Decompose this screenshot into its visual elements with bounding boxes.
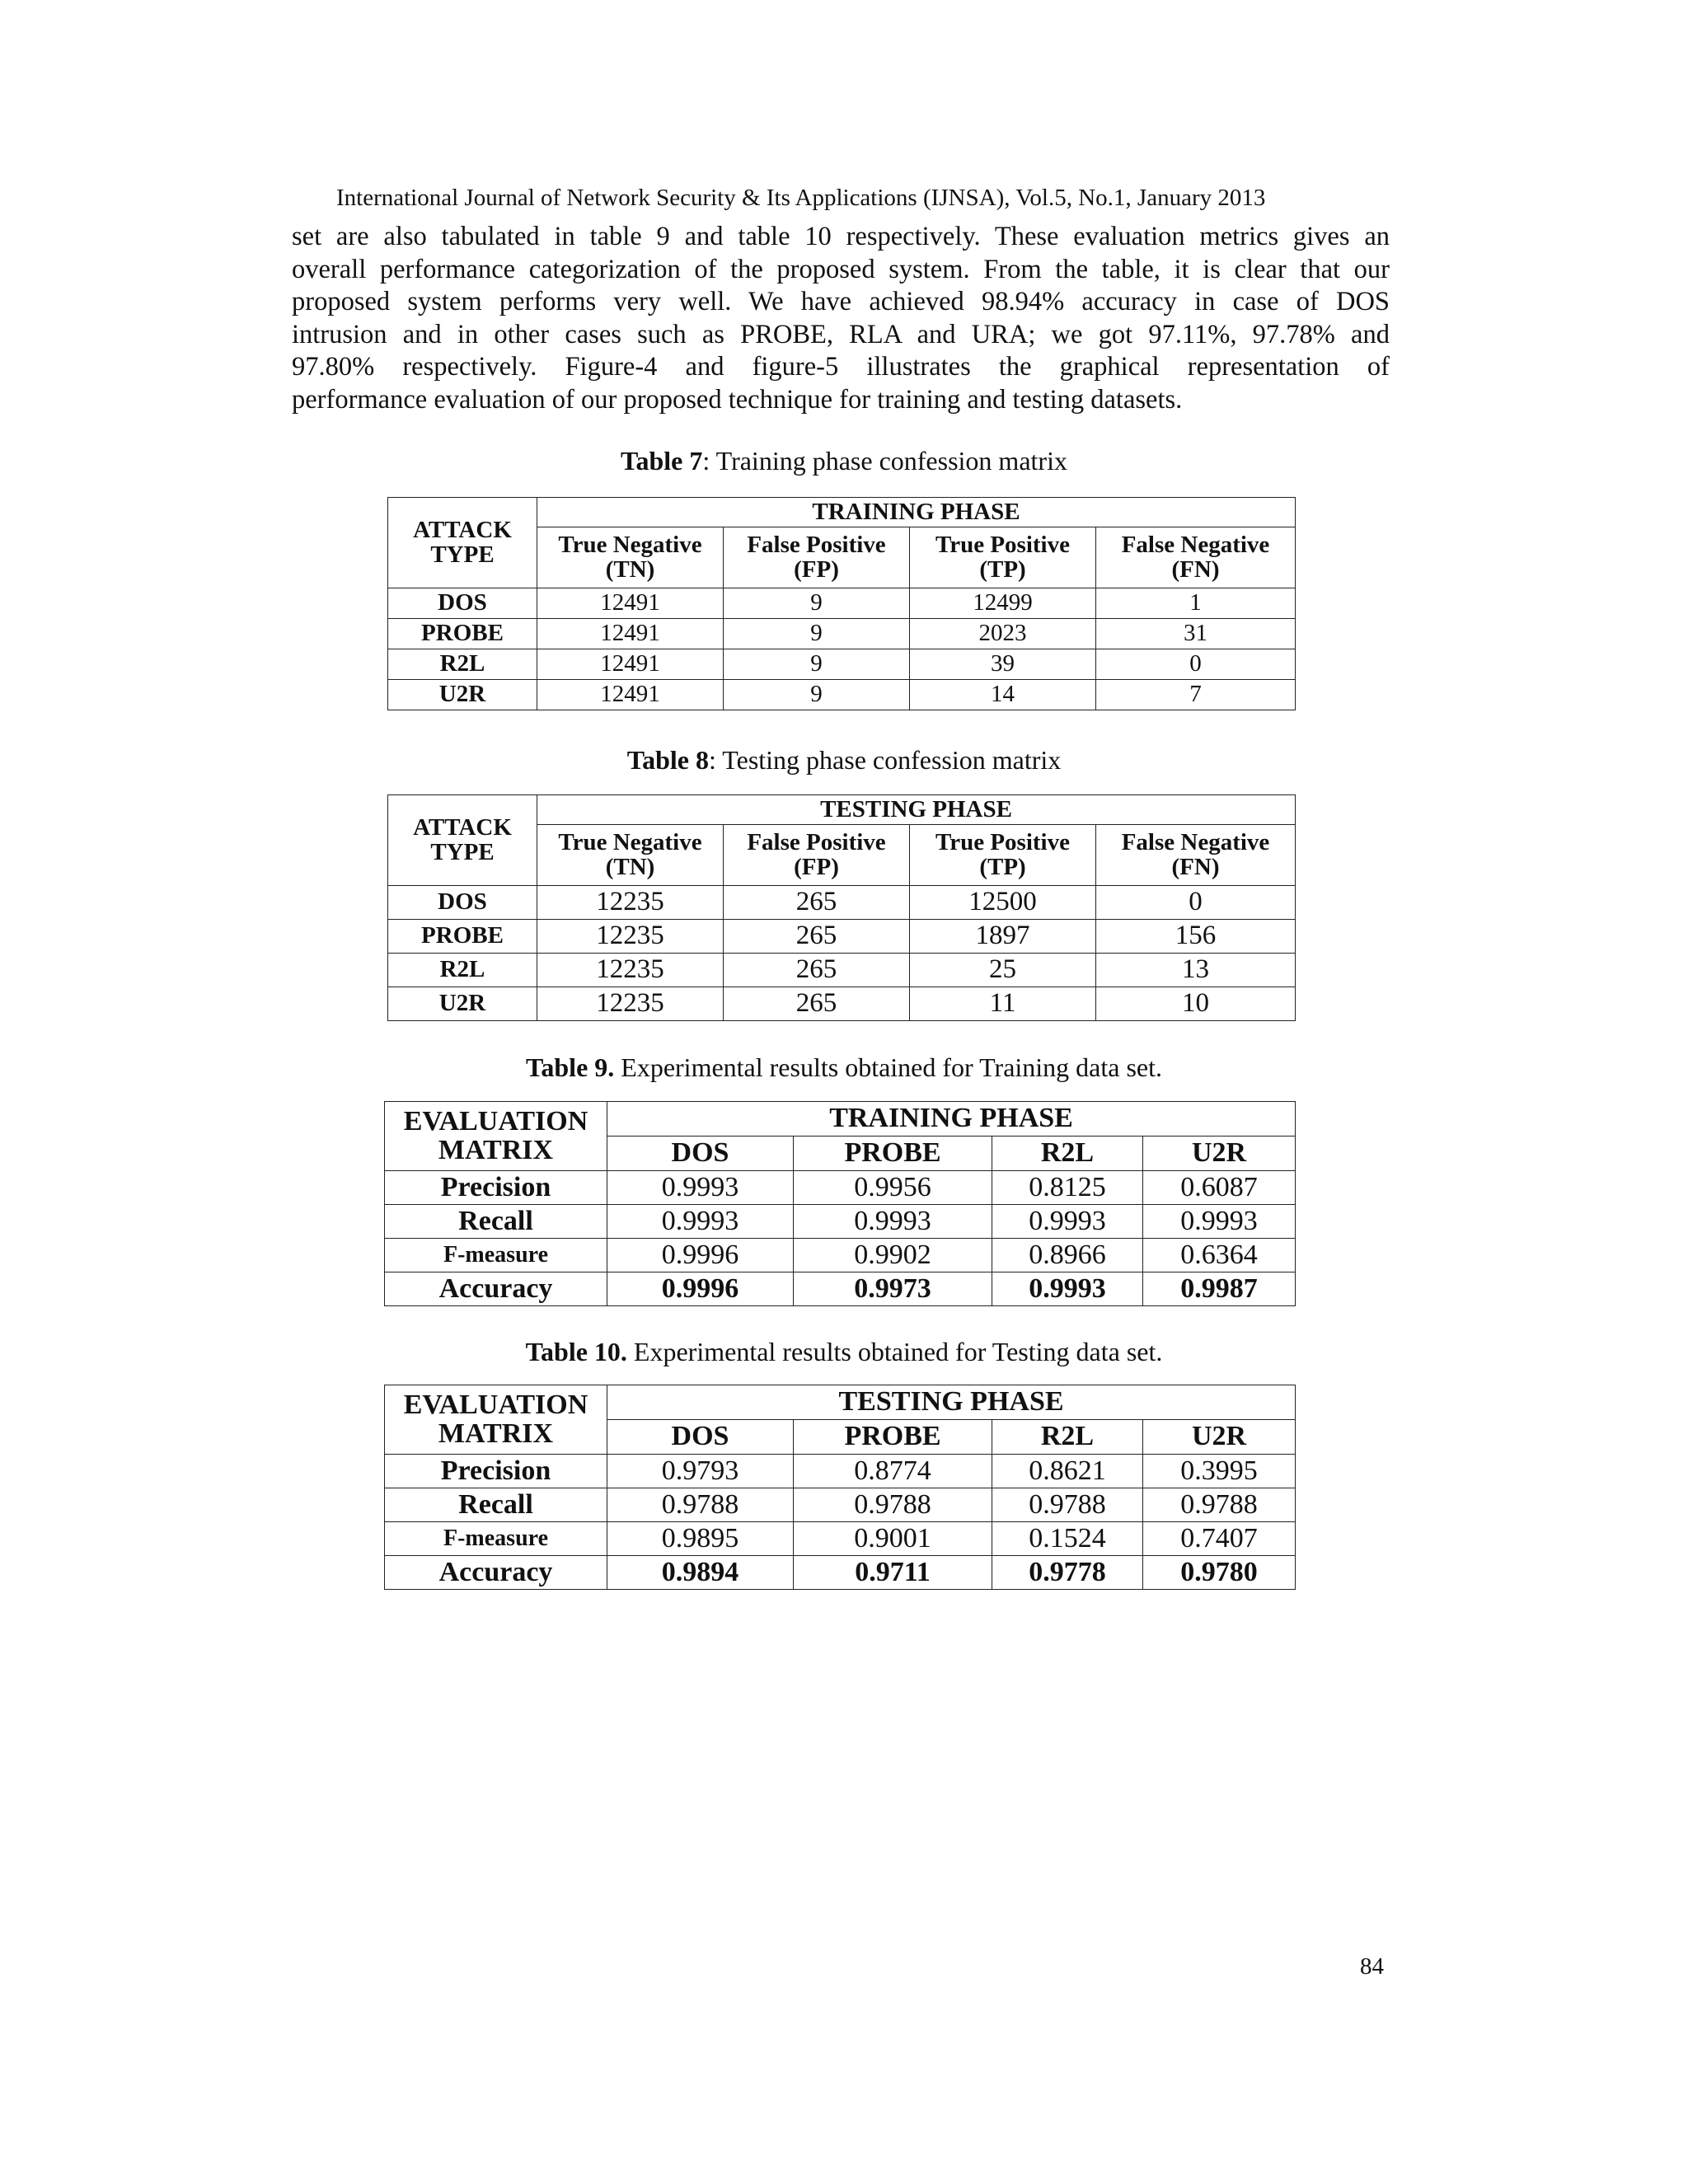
cell: 9 [724, 588, 910, 619]
column-header: PROBE [794, 1420, 992, 1455]
column-header: False Positive (FP) [724, 825, 910, 886]
cell: 12235 [537, 886, 724, 920]
cell: 9 [724, 619, 910, 649]
table8-caption: Table 8: Testing phase confession matrix [626, 745, 1062, 775]
group-header: TESTING PHASE [607, 1385, 1296, 1420]
cell: 0.9894 [607, 1556, 794, 1590]
row-label: Precision [385, 1171, 607, 1205]
paragraph-line: intrusion and in other cases such as PROBE, RLA and URA; we got 97.11%, 97.78% and [292, 319, 1390, 349]
table-row [388, 987, 1296, 1021]
column-header: False Negative (FN) [1096, 825, 1296, 886]
table-row [388, 920, 1296, 954]
row-header: ATTACK TYPE [388, 795, 537, 886]
cell: 25 [910, 954, 1096, 987]
cell: 0.6087 [1143, 1171, 1296, 1205]
group-header: TESTING PHASE [537, 795, 1296, 825]
cell: 0.9996 [607, 1272, 794, 1306]
table-row [385, 1205, 1296, 1239]
cell: 265 [724, 954, 910, 987]
column-header: R2L [992, 1420, 1143, 1455]
cell: 0.9956 [794, 1171, 992, 1205]
cell: 0.6364 [1143, 1239, 1296, 1272]
cell: 0.9788 [1143, 1488, 1296, 1522]
page-number: 84 [1360, 1953, 1384, 1980]
cell: 0.9973 [794, 1272, 992, 1306]
cell: 2023 [910, 619, 1096, 649]
row-header: ATTACK TYPE [388, 498, 537, 588]
table-row [388, 649, 1296, 680]
cell: 265 [724, 886, 910, 920]
row-header: EVALUATION MATRIX [385, 1102, 607, 1171]
column-header: False Negative (FN) [1096, 527, 1296, 588]
cell: 0 [1096, 886, 1296, 920]
row-label: R2L [388, 954, 537, 987]
group-header: TRAINING PHASE [537, 498, 1296, 527]
row-label: DOS [388, 588, 537, 619]
cell: 12235 [537, 920, 724, 954]
cell: 12500 [910, 886, 1096, 920]
cell: 12235 [537, 954, 724, 987]
cell: 0.9788 [794, 1488, 992, 1522]
row-label: F-measure [385, 1522, 607, 1556]
table-row [385, 1239, 1296, 1272]
cell: 0.9993 [794, 1205, 992, 1239]
column-header: R2L [992, 1137, 1143, 1171]
table7-confusion-matrix [387, 497, 1296, 710]
paragraph-line: 97.80% respectively. Figure-4 and figure-5 illustrates the graphical representation of [292, 352, 1390, 382]
paragraph-line: overall performance categorization of the proposed system. From the table, it is clear that our [292, 254, 1390, 284]
column-header: False Positive (FP) [724, 527, 910, 588]
cell: 0.9993 [1143, 1205, 1296, 1239]
cell: 12491 [537, 588, 724, 619]
table7-caption: Table 7: Training phase confession matrix [621, 446, 1067, 476]
table-row [388, 680, 1296, 710]
table-row [385, 1455, 1296, 1488]
paragraph-line: performance evaluation of our proposed technique for training and testing datasets. [292, 384, 1183, 415]
cell: 9 [724, 680, 910, 710]
row-label: Recall [385, 1205, 607, 1239]
row-label: Accuracy [385, 1272, 607, 1306]
cell: 39 [910, 649, 1096, 680]
column-header: True Negative (TN) [537, 825, 724, 886]
row-label: DOS [388, 886, 537, 920]
cell: 0.3995 [1143, 1455, 1296, 1488]
cell: 10 [1096, 987, 1296, 1021]
column-header: U2R [1143, 1420, 1296, 1455]
column-header: PROBE [794, 1137, 992, 1171]
column-header: U2R [1143, 1137, 1296, 1171]
cell: 0.9788 [992, 1488, 1143, 1522]
row-label: PROBE [388, 920, 537, 954]
cell: 0.9993 [992, 1272, 1143, 1306]
cell: 265 [724, 987, 910, 1021]
table-row [388, 886, 1296, 920]
cell: 7 [1096, 680, 1296, 710]
body-paragraph [292, 221, 1390, 417]
cell: 0.8621 [992, 1455, 1143, 1488]
column-header: True Negative (TN) [537, 527, 724, 588]
cell: 0.8774 [794, 1455, 992, 1488]
cell: 0.9993 [607, 1205, 794, 1239]
row-label: U2R [388, 987, 537, 1021]
table-row [385, 1488, 1296, 1522]
table-row [385, 1522, 1296, 1556]
column-header: True Positive (TP) [910, 825, 1096, 886]
cell: 0.9895 [607, 1522, 794, 1556]
row-label: Recall [385, 1488, 607, 1522]
table-row [385, 1556, 1296, 1590]
cell: 0.9001 [794, 1522, 992, 1556]
group-header: TRAINING PHASE [607, 1102, 1296, 1137]
cell: 265 [724, 920, 910, 954]
cell: 12235 [537, 987, 724, 1021]
table9-evaluation-results [384, 1101, 1296, 1306]
row-label: F-measure [385, 1239, 607, 1272]
cell: 1897 [910, 920, 1096, 954]
cell: 0.9788 [607, 1488, 794, 1522]
row-label: U2R [388, 680, 537, 710]
paragraph-line: set are also tabulated in table 9 and table 10 respectively. These evaluation metrics gives an [292, 222, 1390, 251]
cell: 0.9778 [992, 1556, 1143, 1590]
paragraph-line: proposed system performs very well. We have achieved 98.94% accuracy in case of DOS [292, 287, 1390, 317]
cell: 12499 [910, 588, 1096, 619]
cell: 0.9993 [992, 1205, 1143, 1239]
cell: 0 [1096, 649, 1296, 680]
table-row [388, 588, 1296, 619]
column-header: True Positive (TP) [910, 527, 1096, 588]
table8-confusion-matrix [387, 794, 1296, 1021]
cell: 13 [1096, 954, 1296, 987]
cell: 0.9793 [607, 1455, 794, 1488]
table-row [385, 1171, 1296, 1205]
cell: 12491 [537, 619, 724, 649]
cell: 0.8966 [992, 1239, 1143, 1272]
table-row [388, 619, 1296, 649]
cell: 0.9987 [1143, 1272, 1296, 1306]
column-header: DOS [607, 1420, 794, 1455]
cell: 0.9996 [607, 1239, 794, 1272]
cell: 12491 [537, 649, 724, 680]
cell: 0.9711 [794, 1556, 992, 1590]
cell: 0.1524 [992, 1522, 1143, 1556]
row-label: Precision [385, 1455, 607, 1488]
cell: 14 [910, 680, 1096, 710]
table10-evaluation-results [384, 1385, 1296, 1590]
cell: 0.8125 [992, 1171, 1143, 1205]
cell: 11 [910, 987, 1096, 1021]
row-label: PROBE [388, 619, 537, 649]
cell: 1 [1096, 588, 1296, 619]
cell: 31 [1096, 619, 1296, 649]
cell: 0.7407 [1143, 1522, 1296, 1556]
cell: 0.9902 [794, 1239, 992, 1272]
column-header: DOS [607, 1137, 794, 1171]
cell: 0.9780 [1143, 1556, 1296, 1590]
row-label: R2L [388, 649, 537, 680]
table10-caption: Table 10. Experimental results obtained for Testing data set. [525, 1337, 1163, 1366]
table-row [388, 954, 1296, 987]
cell: 9 [724, 649, 910, 680]
row-header: EVALUATION MATRIX [385, 1385, 607, 1455]
cell: 156 [1096, 920, 1296, 954]
table9-caption: Table 9. Experimental results obtained for Training data set. [525, 1052, 1163, 1082]
row-label: Accuracy [385, 1556, 607, 1590]
cell: 0.9993 [607, 1171, 794, 1205]
table-row [385, 1272, 1296, 1306]
cell: 12491 [537, 680, 724, 710]
journal-header: International Journal of Network Security & Its Applications (IJNSA), Vol.5, No.1, January 2013 [336, 185, 1266, 211]
